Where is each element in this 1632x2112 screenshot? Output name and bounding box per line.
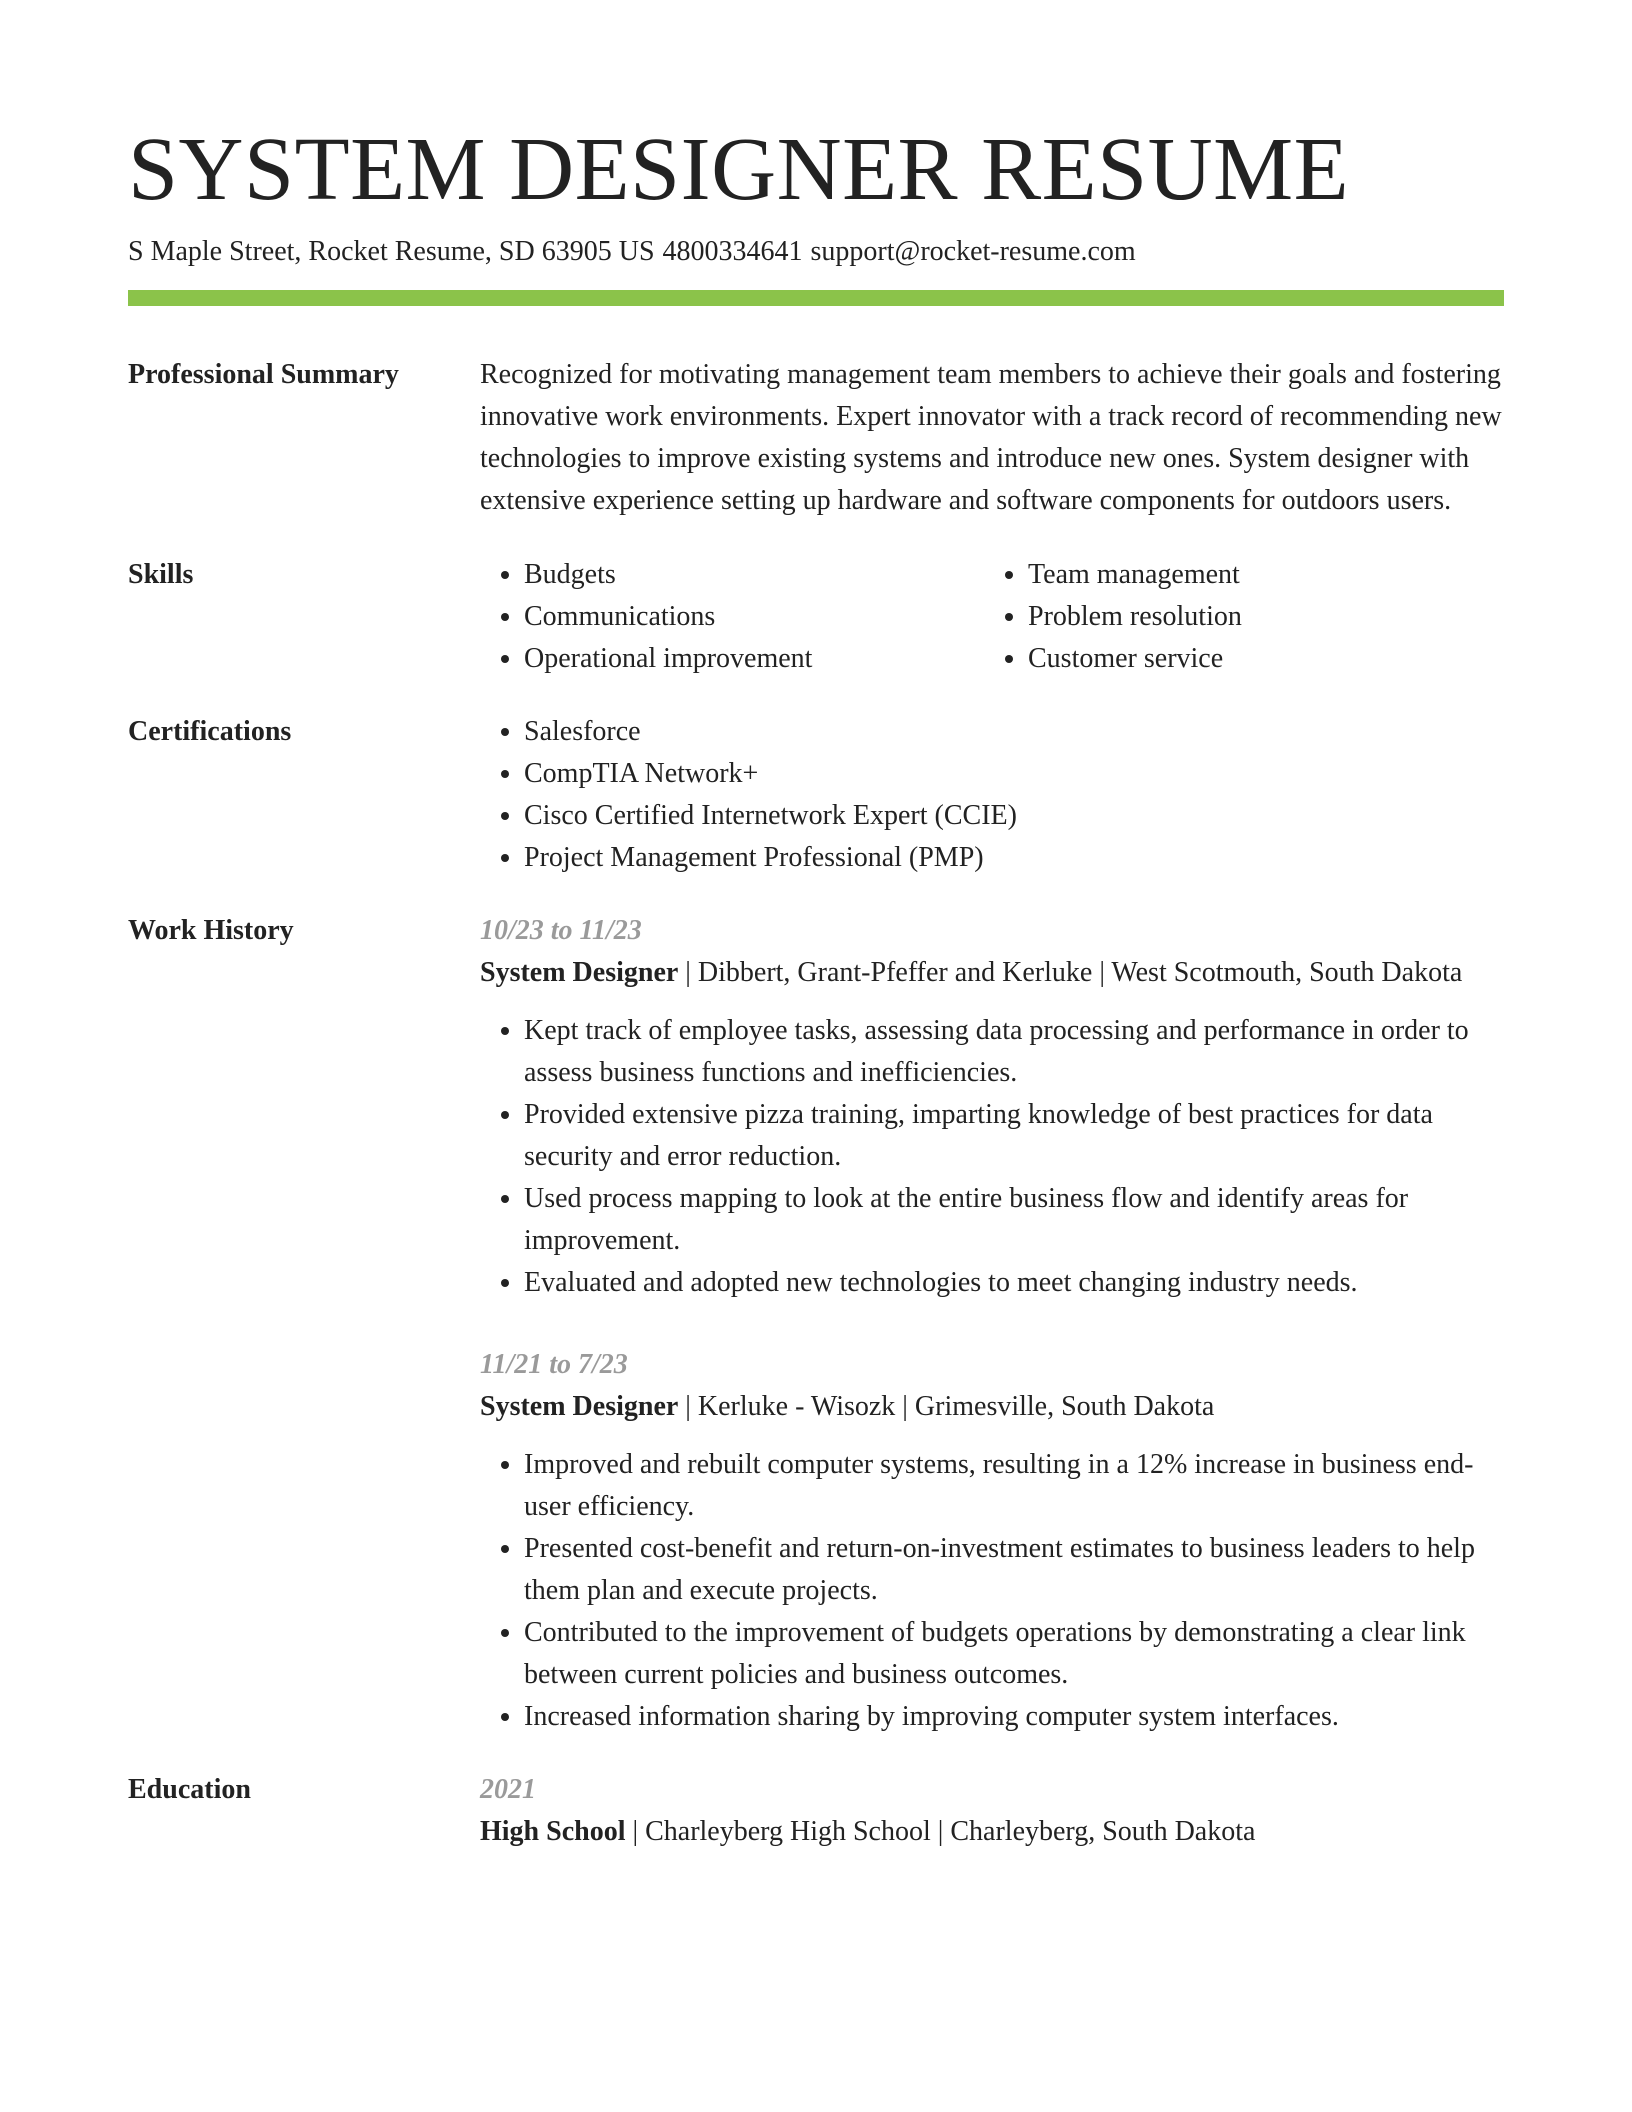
contact-phone: 4800334641 [662, 236, 803, 267]
job-bullet: • Contributed to the improvement of budgets operations by demonstrating a clear link between current policies and business outcomes. [524, 1612, 1504, 1696]
certifications-list [480, 711, 1504, 879]
work-history-body [480, 910, 1504, 1738]
education-year: 2021 [480, 1774, 536, 1805]
section-label-education: Education [128, 1774, 251, 1805]
job-entry [480, 910, 1504, 1304]
job-title: System Designer [480, 957, 679, 988]
job-heading [480, 1386, 1504, 1428]
skills-list-right [984, 554, 1488, 680]
contact-line [128, 234, 1504, 270]
section-skills [128, 554, 1504, 680]
resume-title: SYSTEM DESIGNER RESUME [128, 120, 1350, 219]
section-certifications [128, 711, 1504, 879]
skill-item: • Customer service [1028, 638, 1488, 680]
certification-item: • Cisco Certified Internetwork Expert (CCIE) [524, 795, 1504, 837]
job-bullet-list [480, 1444, 1504, 1738]
section-label-summary: Professional Summary [128, 359, 399, 390]
skill-item: • Problem resolution [1028, 596, 1488, 638]
certification-item: • Project Management Professional (PMP) [524, 837, 1504, 879]
job-bullet: • Presented cost-benefit and return-on-investment estimates to business leaders to help them plan and execute projects. [524, 1528, 1504, 1612]
certification-item: • Salesforce [524, 711, 1504, 753]
education-heading [480, 1811, 1504, 1853]
section-label-work-history: Work History [128, 915, 294, 946]
job-details: | Kerluke - Wisozk | Grimesville, South Dakota [678, 1391, 1215, 1422]
job-bullet: • Provided extensive pizza training, imparting knowledge of best practices for data security and error reduction. [524, 1094, 1504, 1178]
skill-item: • Team management [1028, 554, 1488, 596]
header-divider [128, 290, 1504, 306]
skill-item: • Communications [524, 596, 984, 638]
section-education [128, 1769, 1504, 1853]
job-bullet-list [480, 1010, 1504, 1304]
education-degree: High School [480, 1816, 626, 1847]
section-professional-summary [128, 354, 1504, 522]
skill-item: • Budgets [524, 554, 984, 596]
education-body [480, 1769, 1504, 1853]
job-dates: 11/21 to 7/23 [480, 1349, 628, 1380]
job-title: System Designer [480, 1391, 679, 1422]
job-bullet: • Kept track of employee tasks, assessing data processing and performance in order to assess business functions and inefficiencies. [524, 1010, 1504, 1094]
job-details: | Dibbert, Grant-Pfeffer and Kerluke | West Scotmouth, South Dakota [678, 957, 1463, 988]
summary-text: Recognized for motivating management team members to achieve their goals and fostering innovative work environments. Expert innovator with a track record of recommending new technologies to improve existing systems and introduce new ones. System designer with extensive experience setting up hardware and software components for outdoors users. [480, 359, 1502, 516]
section-label-certifications: Certifications [128, 716, 292, 747]
job-heading [480, 952, 1504, 994]
skill-item: • Operational improvement [524, 638, 984, 680]
certifications-body [480, 711, 1504, 879]
contact-email: support@rocket-resume.com [810, 236, 1136, 267]
contact-address: S Maple Street, Rocket Resume, SD 63905 US [128, 236, 655, 267]
job-dates: 10/23 to 11/23 [480, 915, 642, 946]
skills-list-left [480, 554, 984, 680]
job-bullet: • Evaluated and adopted new technologies to meet changing industry needs. [524, 1262, 1504, 1304]
resume-page [128, 118, 1504, 1853]
education-details: | Charleyberg High School | Charleyberg, South Dakota [625, 1816, 1256, 1847]
section-label-skills: Skills [128, 559, 194, 590]
job-entry [480, 1344, 1504, 1738]
section-work-history [128, 910, 1504, 1738]
certification-item: • CompTIA Network+ [524, 753, 1504, 795]
skills-columns [480, 554, 1504, 680]
job-bullet: • Increased information sharing by improving computer system interfaces. [524, 1696, 1504, 1738]
job-bullet: • Used process mapping to look at the entire business flow and identify areas for improvement. [524, 1178, 1504, 1262]
job-bullet: • Improved and rebuilt computer systems, resulting in a 12% increase in business end-user efficiency. [524, 1444, 1504, 1528]
